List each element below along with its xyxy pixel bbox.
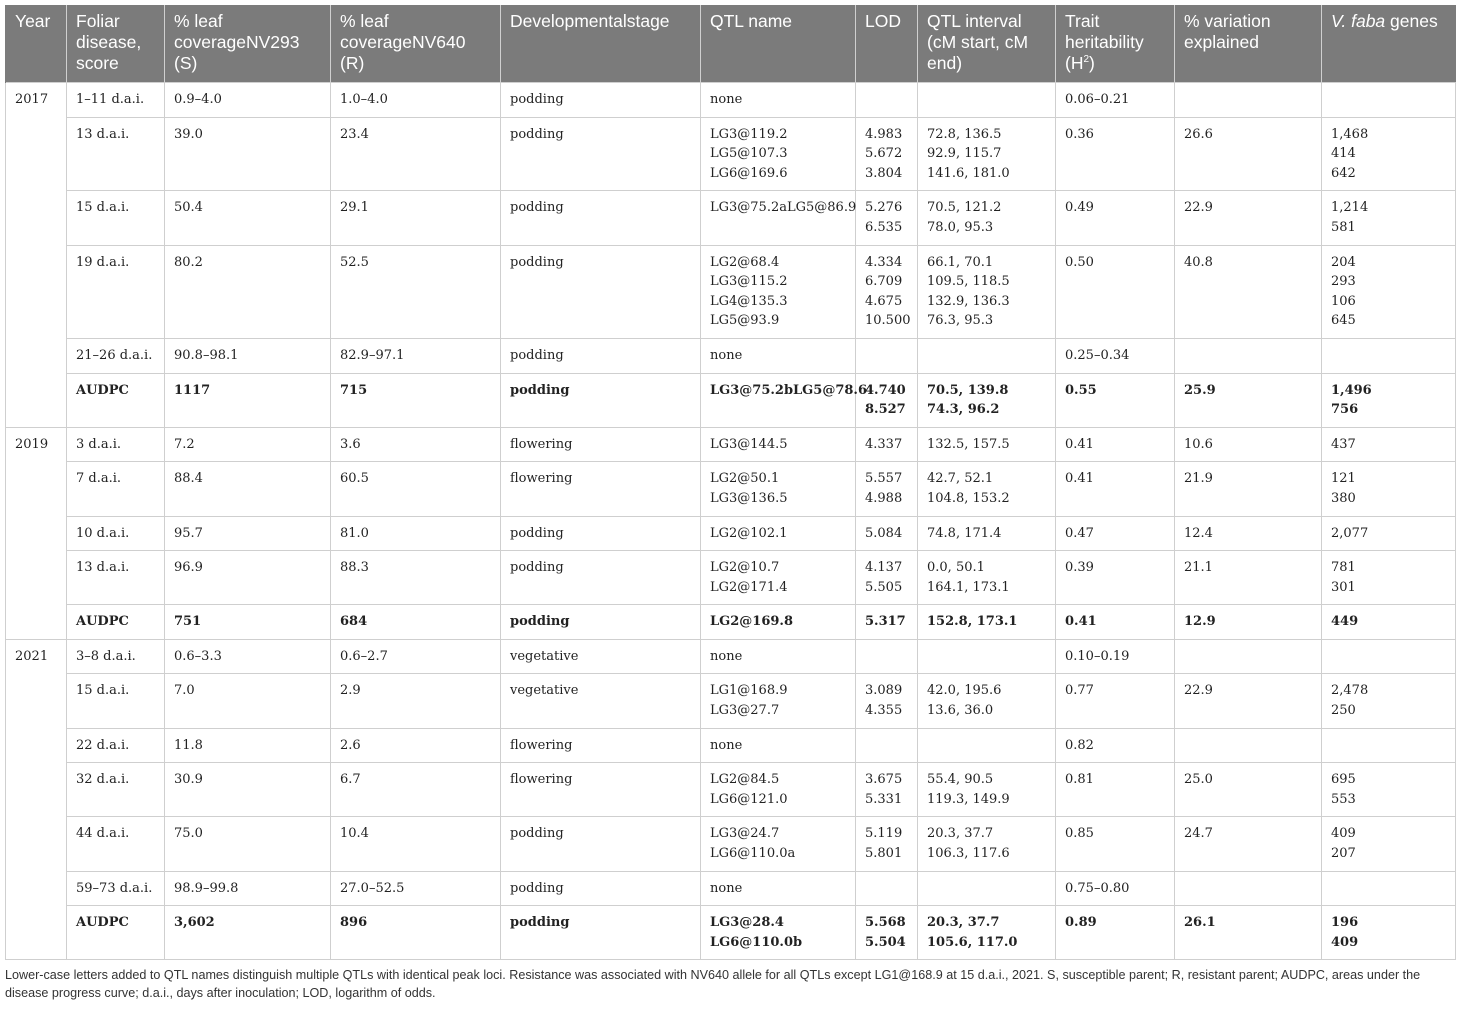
cell-score: 13 d.a.i. [67,117,165,191]
cell-variation: 26.6 [1175,117,1322,191]
cell-nv293: 30.9 [165,763,331,817]
cell-year: 2017 [6,83,67,118]
cell-year [6,551,67,605]
cell-genes [1322,728,1456,763]
cell-year [6,906,67,960]
cell-stage: vegetative [501,639,701,674]
cell-nv293: 7.2 [165,427,331,462]
header-developmental-stage: Developmentalstage [501,5,701,83]
cell-herit: 0.85 [1056,817,1175,871]
qtl-table [5,5,1456,960]
cell-lod [856,639,918,674]
table-row [6,373,1456,427]
cell-nv293: 11.8 [165,728,331,763]
cell-lod: 5.557 4.988 [856,462,918,516]
cell-genes [1322,871,1456,906]
cell-nv640: 82.9–97.1 [331,338,501,373]
cell-variation [1175,728,1322,763]
cell-variation: 21.1 [1175,551,1322,605]
cell-herit: 0.06–0.21 [1056,83,1175,118]
cell-year [6,605,67,640]
cell-herit: 0.75–0.80 [1056,871,1175,906]
table-row [6,191,1456,245]
header-trait-heritability: Trait heritability $(H^2)$ [1056,5,1175,83]
cell-score: 10 d.a.i. [67,516,165,551]
cell-interval [918,83,1056,118]
table-row [6,871,1456,906]
cell-year [6,117,67,191]
cell-nv293: 90.8–98.1 [165,338,331,373]
header-foliar-disease-score: Foliar disease, score [67,5,165,83]
cell-qtl: LG2@68.4 LG3@115.2 LG4@135.3 LG5@93.9 [701,245,856,338]
header-lod: LOD [856,5,918,83]
cell-score: AUDPC [67,373,165,427]
cell-interval: 42.0, 195.6 13.6, 36.0 [918,674,1056,728]
cell-lod: 3.675 5.331 [856,763,918,817]
cell-interval: 20.3, 37.7 106.3, 117.6 [918,817,1056,871]
cell-nv293: 75.0 [165,817,331,871]
cell-variation [1175,871,1322,906]
cell-nv293: 7.0 [165,674,331,728]
cell-interval: 70.5, 139.8 74.3, 96.2 [918,373,1056,427]
cell-year [6,728,67,763]
cell-interval: 70.5, 121.2 78.0, 95.3 [918,191,1056,245]
cell-lod [856,338,918,373]
cell-lod: 4.334 6.709 4.675 10.500 [856,245,918,338]
cell-score: 3–8 d.a.i. [67,639,165,674]
cell-nv293: 95.7 [165,516,331,551]
table-row [6,817,1456,871]
cell-nv293: 98.9–99.8 [165,871,331,906]
cell-year [6,516,67,551]
cell-interval: 74.8, 171.4 [918,516,1056,551]
table-row [6,728,1456,763]
cell-nv640: 684 [331,605,501,640]
cell-qtl: LG3@75.2bLG5@78.6 [701,373,856,427]
table-row [6,516,1456,551]
cell-score: 19 d.a.i. [67,245,165,338]
cell-nv640: 10.4 [331,817,501,871]
cell-nv293: 751 [165,605,331,640]
cell-herit: 0.77 [1056,674,1175,728]
cell-nv640: 896 [331,906,501,960]
cell-qtl: LG1@168.9 LG3@27.7 [701,674,856,728]
cell-year [6,245,67,338]
cell-score: 1–11 d.a.i. [67,83,165,118]
cell-genes [1322,338,1456,373]
cell-lod: 4.740 8.527 [856,373,918,427]
cell-stage: flowering [501,728,701,763]
cell-qtl: LG3@28.4 LG6@110.0b [701,906,856,960]
cell-nv293: 80.2 [165,245,331,338]
cell-variation [1175,338,1322,373]
header-qtl-name: QTL name [701,5,856,83]
cell-variation: 12.9 [1175,605,1322,640]
cell-nv640: 52.5 [331,245,501,338]
cell-nv640: 3.6 [331,427,501,462]
cell-stage: podding [501,871,701,906]
cell-nv640: 23.4 [331,117,501,191]
cell-stage: podding [501,117,701,191]
cell-year [6,871,67,906]
table-row [6,906,1456,960]
cell-genes: 1,496 756 [1322,373,1456,427]
cell-year [6,338,67,373]
cell-qtl: none [701,338,856,373]
cell-lod [856,83,918,118]
cell-nv640: 88.3 [331,551,501,605]
cell-herit: 0.55 [1056,373,1175,427]
cell-qtl: none [701,728,856,763]
cell-herit: 0.36 [1056,117,1175,191]
cell-variation: 24.7 [1175,817,1322,871]
cell-herit: 0.10–0.19 [1056,639,1175,674]
cell-qtl: none [701,83,856,118]
cell-herit: 0.49 [1056,191,1175,245]
cell-genes: 449 [1322,605,1456,640]
cell-qtl: LG3@144.5 [701,427,856,462]
table-row [6,83,1456,118]
cell-lod: 4.983 5.672 3.804 [856,117,918,191]
cell-lod: 5.084 [856,516,918,551]
cell-herit: 0.41 [1056,427,1175,462]
cell-nv640: 2.9 [331,674,501,728]
cell-interval: 72.8, 136.5 92.9, 115.7 141.6, 181.0 [918,117,1056,191]
cell-herit: 0.82 [1056,728,1175,763]
cell-qtl: LG2@169.8 [701,605,856,640]
cell-stage: podding [501,605,701,640]
table-row [6,763,1456,817]
cell-genes [1322,639,1456,674]
cell-lod [856,728,918,763]
cell-stage: podding [501,373,701,427]
header-leaf-coverage-nv640: % leaf coverageNV640 (R) [331,5,501,83]
cell-genes: 695 553 [1322,763,1456,817]
cell-nv640: 0.6–2.7 [331,639,501,674]
cell-variation: 25.0 [1175,763,1322,817]
cell-nv293: 39.0 [165,117,331,191]
cell-genes: 121 380 [1322,462,1456,516]
cell-genes: 2,478 250 [1322,674,1456,728]
cell-nv640: 1.0–4.0 [331,83,501,118]
cell-stage: podding [501,245,701,338]
table-row [6,605,1456,640]
cell-nv640: 81.0 [331,516,501,551]
cell-lod: 5.276 6.535 [856,191,918,245]
cell-year [6,191,67,245]
cell-genes: 196 409 [1322,906,1456,960]
cell-nv640: 2.6 [331,728,501,763]
cell-variation: 22.9 [1175,674,1322,728]
cell-genes: 781 301 [1322,551,1456,605]
cell-variation: 21.9 [1175,462,1322,516]
cell-nv293: 0.9–4.0 [165,83,331,118]
cell-stage: flowering [501,462,701,516]
table-row [6,674,1456,728]
table-row [6,338,1456,373]
cell-nv640: 27.0–52.5 [331,871,501,906]
cell-year [6,373,67,427]
cell-herit: 0.25–0.34 [1056,338,1175,373]
cell-herit: 0.41 [1056,462,1175,516]
cell-genes: 204 293 106 645 [1322,245,1456,338]
cell-genes: 2,077 [1322,516,1456,551]
cell-herit: 0.47 [1056,516,1175,551]
cell-nv293: 96.9 [165,551,331,605]
cell-interval: 55.4, 90.5 119.3, 149.9 [918,763,1056,817]
cell-score: 59–73 d.a.i. [67,871,165,906]
cell-score: 32 d.a.i. [67,763,165,817]
cell-nv293: 3,602 [165,906,331,960]
cell-herit: 0.50 [1056,245,1175,338]
cell-herit: 0.89 [1056,906,1175,960]
cell-score: 13 d.a.i. [67,551,165,605]
cell-lod: 5.119 5.801 [856,817,918,871]
table-footnote: Lower-case letters added to QTL names distinguish multiple QTLs with identical peak loci. Resistance was associated with NV640 allele for all QTLs except LG1@168.9 at 15 d.a.i., 2021. S, susceptible parent; R, resistant parent; AUDPC, areas under the disease progress curve; d.a.i., days after inoculation; LOD, logarithm of odds. [5,968,1421,1001]
cell-nv293: 0.6–3.3 [165,639,331,674]
cell-lod: 3.089 4.355 [856,674,918,728]
cell-variation: 10.6 [1175,427,1322,462]
cell-variation: 12.4 [1175,516,1322,551]
cell-genes: 1,468 414 642 [1322,117,1456,191]
cell-stage: podding [501,817,701,871]
cell-lod: 4.337 [856,427,918,462]
cell-score: 22 d.a.i. [67,728,165,763]
cell-year [6,674,67,728]
cell-interval [918,728,1056,763]
cell-stage: podding [501,906,701,960]
cell-interval: 0.0, 50.1 164.1, 173.1 [918,551,1056,605]
cell-stage: flowering [501,763,701,817]
cell-stage: podding [501,191,701,245]
cell-herit: 0.41 [1056,605,1175,640]
cell-interval: 152.8, 173.1 [918,605,1056,640]
cell-score: 21–26 d.a.i. [67,338,165,373]
cell-variation: 22.9 [1175,191,1322,245]
cell-genes [1322,83,1456,118]
cell-score: 44 d.a.i. [67,817,165,871]
cell-interval: 132.5, 157.5 [918,427,1056,462]
cell-qtl: LG2@10.7 LG2@171.4 [701,551,856,605]
cell-nv640: 60.5 [331,462,501,516]
cell-genes: 1,214 581 [1322,191,1456,245]
table-header-row [6,5,1456,83]
cell-year [6,763,67,817]
cell-herit: 0.39 [1056,551,1175,605]
cell-variation: 25.9 [1175,373,1322,427]
cell-qtl: LG2@102.1 [701,516,856,551]
cell-variation: 26.1 [1175,906,1322,960]
cell-year: 2019 [6,427,67,462]
qtl-table-container [5,5,1455,1002]
cell-year [6,817,67,871]
cell-nv640: 29.1 [331,191,501,245]
cell-score: 7 d.a.i. [67,462,165,516]
cell-qtl: LG3@24.7 LG6@110.0a [701,817,856,871]
table-row [6,245,1456,338]
header-year: Year [6,5,67,83]
cell-stage: vegetative [501,674,701,728]
cell-score: AUDPC [67,605,165,640]
cell-lod: 4.137 5.505 [856,551,918,605]
table-row [6,639,1456,674]
cell-year: 2021 [6,639,67,674]
cell-nv293: 50.4 [165,191,331,245]
table-row [6,462,1456,516]
cell-interval: 42.7, 52.1 104.8, 153.2 [918,462,1056,516]
cell-stage: podding [501,551,701,605]
header-variation-explained: % variation explained [1175,5,1322,83]
cell-interval [918,871,1056,906]
cell-nv640: 6.7 [331,763,501,817]
table-row [6,427,1456,462]
cell-interval: 66.1, 70.1 109.5, 118.5 132.9, 136.3 76.3, 95.3 [918,245,1056,338]
table-row [6,117,1456,191]
cell-lod [856,871,918,906]
header-qtl-interval: QTL interval (cM start, cM end) [918,5,1056,83]
cell-score: AUDPC [67,906,165,960]
table-body [6,83,1456,960]
cell-qtl: LG3@75.2aLG5@86.9 [701,191,856,245]
cell-genes: 437 [1322,427,1456,462]
header-vfaba-genes: V. faba genes [1322,5,1456,83]
cell-nv293: 88.4 [165,462,331,516]
cell-nv293: 1117 [165,373,331,427]
cell-qtl: none [701,639,856,674]
cell-qtl: none [701,871,856,906]
cell-stage: flowering [501,427,701,462]
cell-score: 15 d.a.i. [67,674,165,728]
header-leaf-coverage-nv293: % leaf coverageNV293 (S) [165,5,331,83]
cell-stage: podding [501,338,701,373]
cell-nv640: 715 [331,373,501,427]
cell-qtl: LG2@84.5 LG6@121.0 [701,763,856,817]
cell-score: 15 d.a.i. [67,191,165,245]
cell-year [6,462,67,516]
cell-stage: podding [501,516,701,551]
cell-stage: podding [501,83,701,118]
cell-variation: 40.8 [1175,245,1322,338]
cell-interval [918,639,1056,674]
cell-qtl: LG2@50.1 LG3@136.5 [701,462,856,516]
cell-interval: 20.3, 37.7 105.6, 117.0 [918,906,1056,960]
table-row [6,551,1456,605]
cell-variation [1175,639,1322,674]
cell-interval [918,338,1056,373]
cell-qtl: LG3@119.2 LG5@107.3 LG6@169.6 [701,117,856,191]
cell-genes: 409 207 [1322,817,1456,871]
cell-variation [1175,83,1322,118]
cell-lod: 5.568 5.504 [856,906,918,960]
cell-herit: 0.81 [1056,763,1175,817]
cell-score: 3 d.a.i. [67,427,165,462]
cell-lod: 5.317 [856,605,918,640]
